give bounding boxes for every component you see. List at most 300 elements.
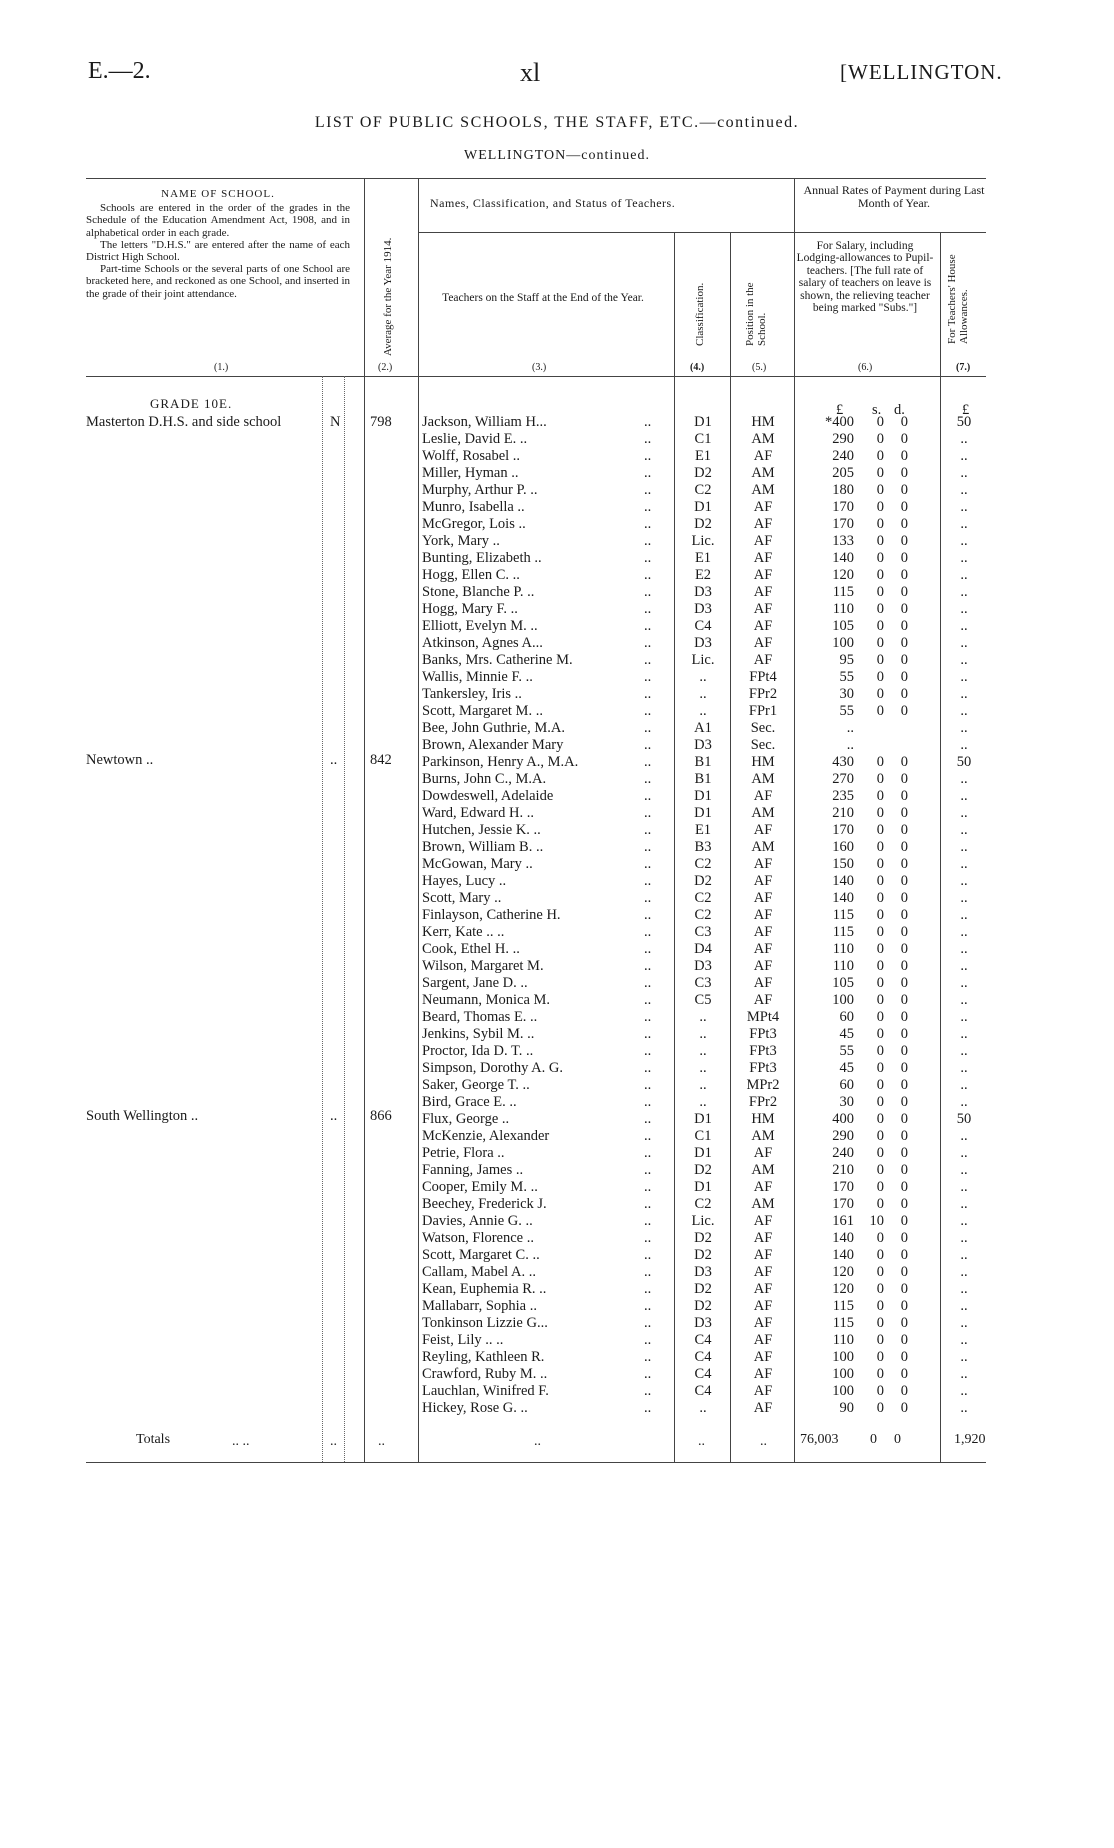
totals-salary-pence: 0 <box>894 1432 901 1447</box>
salary-pounds: 120 <box>832 567 854 583</box>
teacher-name: McKenzie, Alexander <box>422 1128 550 1144</box>
salary-pence: 0 <box>900 1264 908 1280</box>
salary-pence: 0 <box>900 499 908 515</box>
totals-allowance: 1,920 <box>954 1432 986 1447</box>
teacher-name: Hogg, Ellen C. .. <box>422 567 520 583</box>
teacher-position: AF <box>753 448 773 464</box>
teacher-classification: D3 <box>694 1264 712 1280</box>
salary-shillings: 0 <box>876 771 884 787</box>
teacher-name: Parkinson, Henry A., M.A. <box>422 754 579 770</box>
house-allowance: .. <box>960 907 968 923</box>
house-allowance: .. <box>960 618 968 634</box>
salary-shillings: 0 <box>876 550 884 566</box>
teacher-position: AF <box>753 1315 773 1331</box>
salary-shillings: 0 <box>876 1349 884 1365</box>
salary-shillings: 0 <box>876 669 884 685</box>
leader-dots: .. <box>644 1366 652 1382</box>
col1-title: NAME OF SCHOOL. <box>161 188 275 200</box>
salary-pounds: 45 <box>839 1060 854 1076</box>
teacher-position: AF <box>753 1264 773 1280</box>
salary-pounds: 240 <box>832 1145 854 1161</box>
salary-pence: 0 <box>900 533 908 549</box>
teacher-name: York, Mary .. <box>422 533 500 549</box>
salary-pence: 0 <box>900 482 908 498</box>
col1-number: (1.) <box>214 362 229 373</box>
teacher-position: AF <box>753 1400 773 1416</box>
salary-pounds: 100 <box>832 1366 854 1382</box>
salary-shillings: 0 <box>876 975 884 991</box>
teacher-name: Brown, Alexander Mary <box>422 737 564 753</box>
teacher-classification: D2 <box>694 1162 712 1178</box>
salary-pounds: 115 <box>832 584 854 600</box>
house-allowance: .. <box>960 805 968 821</box>
salary-shillings: 0 <box>876 1060 884 1076</box>
salary-pounds: 110 <box>832 958 854 974</box>
leader-dots: .. <box>644 873 652 889</box>
salary-pounds: 161 <box>832 1213 854 1229</box>
salary-shillings: 0 <box>876 958 884 974</box>
salary-pence: 0 <box>900 992 908 1008</box>
leader-dots: .. <box>644 1077 652 1093</box>
salary-pence: 0 <box>900 686 908 702</box>
salary-pence: 0 <box>900 1281 908 1297</box>
teacher-name: Flux, George .. <box>422 1111 510 1127</box>
teacher-position: AF <box>753 788 773 804</box>
house-allowance: .. <box>960 516 968 532</box>
salary-pence: 0 <box>900 788 908 804</box>
leader-dots: .. <box>644 1128 652 1144</box>
school-mark: .. <box>330 1108 338 1124</box>
leader-dots: .. <box>644 822 652 838</box>
teacher-name: Leslie, David E. .. <box>422 431 528 447</box>
unit-pence: d. <box>894 402 905 418</box>
salary-pence: 0 <box>900 1009 908 1025</box>
salary-pounds: 95 <box>839 652 854 668</box>
house-allowance: .. <box>960 584 968 600</box>
teacher-position: AF <box>753 1366 773 1382</box>
teachers-group-heading: Names, Classification, and Status of Teachers. <box>430 196 676 210</box>
page-region: [WELLINGTON. <box>840 60 1003 84</box>
house-allowance: .. <box>960 873 968 889</box>
teacher-classification: D2 <box>694 1281 712 1297</box>
teacher-classification: D2 <box>694 516 712 532</box>
leader-dots: .. <box>644 652 652 668</box>
school-average: 842 <box>370 752 392 768</box>
teacher-name: Hayes, Lucy .. <box>422 873 507 889</box>
salary-pence: 0 <box>900 550 908 566</box>
salary-pence: 0 <box>900 448 908 464</box>
house-allowance: .. <box>960 1145 968 1161</box>
teacher-name: Kean, Euphemia R. .. <box>422 1281 547 1297</box>
leader-dots: .. <box>644 465 652 481</box>
salary-shillings: 0 <box>876 907 884 923</box>
salary-pence: 0 <box>900 805 908 821</box>
salary-shillings: 0 <box>876 1281 884 1297</box>
salary-pence: 0 <box>900 1230 908 1246</box>
col1-note-dhs: The letters "D.H.S." are entered after the name of each District High School. <box>86 238 350 264</box>
teacher-classification: D3 <box>694 584 712 600</box>
teacher-position: AF <box>753 1281 773 1297</box>
salary-pence: 0 <box>900 431 908 447</box>
col4-heading: Classification. <box>694 282 706 346</box>
teacher-name: Watson, Florence .. <box>422 1230 534 1246</box>
teacher-name: Feist, Lily .. .. <box>422 1332 504 1348</box>
salary-pence: 0 <box>900 618 908 634</box>
teacher-classification: .. <box>699 1009 707 1025</box>
salary-pence: 0 <box>900 822 908 838</box>
col7-heading: For Teachers' House Allowances. <box>946 254 970 344</box>
teacher-position: AF <box>753 499 773 515</box>
teacher-position: AF <box>753 924 773 940</box>
salary-pence: 0 <box>900 754 908 770</box>
house-allowance: .. <box>960 839 968 855</box>
house-allowance: .. <box>960 788 968 804</box>
teacher-position: AM <box>751 431 775 447</box>
salary-pounds: 170 <box>832 822 854 838</box>
salary-shillings: 0 <box>876 703 884 719</box>
leader-dots: .. <box>644 482 652 498</box>
house-allowance: .. <box>960 686 968 702</box>
salary-pounds: 110 <box>832 941 854 957</box>
teacher-name: Elliott, Evelyn M. .. <box>422 618 538 634</box>
salary-pounds: 170 <box>832 1196 854 1212</box>
teacher-position: AM <box>751 839 775 855</box>
house-allowance: .. <box>960 1196 968 1212</box>
salary-pounds: 110 <box>832 1332 854 1348</box>
leader-dots: .. <box>644 1332 652 1348</box>
leader-dots: .. <box>644 1196 652 1212</box>
salary-shillings: 0 <box>876 754 884 770</box>
leader-dots: .. <box>644 1060 652 1076</box>
salary-pence: 0 <box>900 1111 908 1127</box>
leader-dots: .. <box>644 1315 652 1331</box>
house-allowance: .. <box>960 771 968 787</box>
leader-dots: .. <box>644 941 652 957</box>
teacher-position: HM <box>751 414 775 430</box>
house-allowance: .. <box>960 652 968 668</box>
col4-number: (4.) <box>690 362 705 373</box>
house-allowance: .. <box>960 499 968 515</box>
salary-pence: 0 <box>900 873 908 889</box>
teacher-name: Jackson, William H... <box>422 414 547 430</box>
teacher-name: Beard, Thomas E. .. <box>422 1009 538 1025</box>
teacher-name: Petrie, Flora .. <box>422 1145 505 1161</box>
page-code: E.—2. <box>88 58 151 84</box>
salary-shillings: 0 <box>876 822 884 838</box>
teacher-position: AF <box>753 1349 773 1365</box>
teacher-classification: C2 <box>694 856 712 872</box>
leader-dots: .. <box>644 686 652 702</box>
teacher-name: Crawford, Ruby M. .. <box>422 1366 548 1382</box>
teacher-position: HM <box>751 1111 775 1127</box>
school-average: 798 <box>370 414 392 430</box>
salary-pounds: 60 <box>839 1077 854 1093</box>
leader-dots: .. <box>644 975 652 991</box>
leader-dots: .. <box>644 1009 652 1025</box>
salary-shillings: 0 <box>876 1196 884 1212</box>
house-allowance: .. <box>960 992 968 1008</box>
leader-dots: .. <box>644 856 652 872</box>
col7-number: (7.) <box>956 362 971 373</box>
teacher-classification: .. <box>699 1094 707 1110</box>
teacher-position: AM <box>751 805 775 821</box>
teacher-position: AF <box>753 958 773 974</box>
teacher-name: Brown, William B. .. <box>422 839 544 855</box>
leader-dots: .. <box>644 1230 652 1246</box>
salary-pounds: 115 <box>832 924 854 940</box>
school-name: South Wellington .. <box>86 1108 199 1124</box>
leader-dots: .. <box>644 958 652 974</box>
salary-shillings: 0 <box>876 686 884 702</box>
teacher-position: FPr1 <box>748 703 778 719</box>
teacher-classification: E1 <box>694 448 712 464</box>
teacher-classification: C4 <box>694 1366 712 1382</box>
leader-dots: .. <box>644 720 652 736</box>
teacher-name: Burns, John C., M.A. <box>422 771 547 787</box>
house-allowance: .. <box>960 431 968 447</box>
salary-pounds: .. <box>846 720 854 736</box>
school-name: Masterton D.H.S. and side school <box>86 414 282 430</box>
salary-pence: 0 <box>900 1332 908 1348</box>
teacher-position: AM <box>751 1128 775 1144</box>
leader-dots: .. <box>644 754 652 770</box>
salary-pounds: 180 <box>832 482 854 498</box>
salary-pounds: 170 <box>832 516 854 532</box>
teacher-classification: D1 <box>694 1111 712 1127</box>
teacher-classification: .. <box>699 1026 707 1042</box>
teacher-position: AF <box>753 856 773 872</box>
teacher-position: AF <box>753 652 773 668</box>
house-allowance: .. <box>960 703 968 719</box>
col6-number: (6.) <box>858 362 873 373</box>
teacher-name: Kerr, Kate .. .. <box>422 924 505 940</box>
teacher-name: Wallis, Minnie F. .. <box>422 669 533 685</box>
salary-shillings: 0 <box>876 890 884 906</box>
leader-dots: .. <box>644 1281 652 1297</box>
teacher-position: AF <box>753 1213 773 1229</box>
teacher-classification: D1 <box>694 1145 712 1161</box>
salary-shillings: 0 <box>876 465 884 481</box>
salary-pounds: 115 <box>832 1315 854 1331</box>
house-allowance: .. <box>960 941 968 957</box>
salary-shillings: 0 <box>876 1145 884 1161</box>
teacher-classification: A1 <box>694 720 712 736</box>
teacher-position: FPr2 <box>748 1094 778 1110</box>
teacher-name: McGregor, Lois .. <box>422 516 526 532</box>
salary-shillings: 10 <box>869 1213 884 1229</box>
teacher-classification: D2 <box>694 1230 712 1246</box>
salary-pounds: 100 <box>832 1349 854 1365</box>
totals-salary-pounds: 76,003 <box>800 1432 839 1447</box>
teacher-name: Saker, George T. .. <box>422 1077 530 1093</box>
salary-pounds: 55 <box>839 1043 854 1059</box>
salary-shillings: 0 <box>876 1128 884 1144</box>
page-subtitle: WELLINGTON—continued. <box>464 148 650 163</box>
salary-pounds: 55 <box>839 669 854 685</box>
salary-pence: 0 <box>900 703 908 719</box>
salary-shillings: 0 <box>876 805 884 821</box>
salary-pounds: 170 <box>832 1179 854 1195</box>
salary-pounds: 235 <box>832 788 854 804</box>
house-allowance: .. <box>960 856 968 872</box>
salary-pounds: 290 <box>832 1128 854 1144</box>
leader-dots: .. <box>644 1094 652 1110</box>
teacher-name: Wolff, Rosabel .. <box>422 448 521 464</box>
teacher-name: Ward, Edward H. .. <box>422 805 534 821</box>
teacher-name: Hutchen, Jessie K. .. <box>422 822 541 838</box>
salary-pounds: 120 <box>832 1264 854 1280</box>
salary-shillings: 0 <box>876 1264 884 1280</box>
leader-dots: .. <box>644 1247 652 1263</box>
teacher-classification: D1 <box>694 805 712 821</box>
salary-pence: 0 <box>900 771 908 787</box>
teacher-position: AF <box>753 1145 773 1161</box>
salary-shillings: 0 <box>876 601 884 617</box>
house-allowance: .. <box>960 975 968 991</box>
house-allowance: .. <box>960 448 968 464</box>
house-allowance: .. <box>960 669 968 685</box>
school-name: Newtown .. <box>86 752 154 768</box>
salary-pence: 0 <box>900 414 908 430</box>
teacher-position: AF <box>753 873 773 889</box>
col2-number: (2.) <box>378 362 393 373</box>
salary-pounds: 105 <box>832 618 854 634</box>
leader-dots: .. <box>644 924 652 940</box>
house-allowance: .. <box>960 1094 968 1110</box>
unit-pounds-allowance: £ <box>962 402 970 418</box>
salary-shillings: 0 <box>876 1094 884 1110</box>
teacher-position: AF <box>753 584 773 600</box>
totals-classification: .. <box>698 1434 705 1449</box>
leader-dots: .. <box>644 771 652 787</box>
page-title: LIST OF PUBLIC SCHOOLS, THE STAFF, ETC.—continued. <box>314 114 800 131</box>
house-allowance: .. <box>960 482 968 498</box>
totals-mark: .. <box>330 1434 337 1449</box>
salary-pounds: 133 <box>832 533 854 549</box>
salary-shillings: 0 <box>876 1298 884 1314</box>
leader-dots: .. <box>644 1145 652 1161</box>
house-allowance: .. <box>960 1366 968 1382</box>
teacher-position: FPt3 <box>749 1043 777 1059</box>
salary-shillings: 0 <box>876 618 884 634</box>
salary-pence: 0 <box>900 635 908 651</box>
salary-shillings: 0 <box>876 414 884 430</box>
teacher-classification: C2 <box>694 907 712 923</box>
salary-pounds: 160 <box>832 839 854 855</box>
salary-pence: 0 <box>900 1043 908 1059</box>
leader-dots: .. <box>644 567 652 583</box>
salary-shillings: 0 <box>876 839 884 855</box>
salary-pence: 0 <box>900 1349 908 1365</box>
leader-dots: .. <box>644 499 652 515</box>
house-allowance: .. <box>960 1298 968 1314</box>
salary-pence: 0 <box>900 924 908 940</box>
leader-dots: .. <box>644 890 652 906</box>
teacher-name: Finlayson, Catherine H. <box>422 907 561 923</box>
col5-heading: Position in the School. <box>744 282 768 346</box>
house-allowance: .. <box>960 1043 968 1059</box>
teacher-name: Callam, Mabel A. .. <box>422 1264 536 1280</box>
leader-dots: .. <box>644 1213 652 1229</box>
salary-shillings: 0 <box>876 567 884 583</box>
teacher-classification: D3 <box>694 737 712 753</box>
salary-pence: 0 <box>900 1060 908 1076</box>
unit-pounds: £ <box>836 402 844 418</box>
house-allowance: .. <box>960 1230 968 1246</box>
page-number: xl <box>520 58 541 87</box>
teacher-classification: Lic. <box>691 1213 715 1229</box>
salary-pounds: 290 <box>832 431 854 447</box>
leader-dots: .. <box>644 737 652 753</box>
teacher-name: Dowdeswell, Adelaide <box>422 788 554 804</box>
teacher-position: HM <box>751 754 775 770</box>
teacher-position: Sec. <box>750 737 776 753</box>
house-allowance: .. <box>960 1332 968 1348</box>
salary-pounds: 105 <box>832 975 854 991</box>
salary-pounds: 240 <box>832 448 854 464</box>
teacher-name: Scott, Margaret C. .. <box>422 1247 540 1263</box>
salary-shillings: 0 <box>876 788 884 804</box>
salary-pence: 0 <box>900 1162 908 1178</box>
house-allowance: .. <box>960 924 968 940</box>
salary-pounds: 430 <box>832 754 854 770</box>
salary-pounds: 140 <box>832 890 854 906</box>
leader-dots: .. <box>644 1179 652 1195</box>
teacher-classification: D1 <box>694 414 712 430</box>
teacher-position: AF <box>753 941 773 957</box>
house-allowance: .. <box>960 1077 968 1093</box>
salary-shillings: 0 <box>876 1026 884 1042</box>
house-allowance: .. <box>960 550 968 566</box>
salary-shillings: 0 <box>876 941 884 957</box>
teacher-position: FPr2 <box>748 686 778 702</box>
teacher-classification: .. <box>699 669 707 685</box>
house-allowance: .. <box>960 1247 968 1263</box>
salary-pounds: .. <box>846 737 854 753</box>
col1-note-parttime: Part-time Schools or the several parts of one School are bracketed here, and reckoned as one School, and inserted in the grade of their joint attendance. <box>86 263 350 300</box>
teacher-position: AF <box>753 907 773 923</box>
teacher-name: Bunting, Elizabeth .. <box>422 550 542 566</box>
salary-shillings: 0 <box>876 1009 884 1025</box>
leader-dots: .. <box>644 1162 652 1178</box>
house-allowance: .. <box>960 1179 968 1195</box>
teacher-position: MPr2 <box>746 1077 780 1093</box>
teacher-classification: C4 <box>694 1349 712 1365</box>
teacher-name: Bird, Grace E. .. <box>422 1094 517 1110</box>
salary-pounds: 120 <box>832 1281 854 1297</box>
salary-pence: 0 <box>900 567 908 583</box>
teacher-position: AF <box>753 516 773 532</box>
house-allowance: 50 <box>956 1111 972 1127</box>
house-allowance: .. <box>960 1162 968 1178</box>
teacher-classification: Lic. <box>691 533 715 549</box>
salary-shillings: 0 <box>876 635 884 651</box>
house-allowance: .. <box>960 737 968 753</box>
teacher-classification: C3 <box>694 924 712 940</box>
teacher-name: Bee, John Guthrie, M.A. <box>422 720 565 736</box>
salary-pence: 0 <box>900 1383 908 1399</box>
totals-dots: .. .. <box>232 1434 250 1449</box>
salary-pounds: 140 <box>832 550 854 566</box>
teacher-position: AF <box>753 822 773 838</box>
salary-shillings: 0 <box>876 499 884 515</box>
teacher-name: Miller, Hyman .. <box>422 465 519 481</box>
teacher-position: AF <box>753 635 773 651</box>
leader-dots: .. <box>644 584 652 600</box>
salary-pence: 0 <box>900 1247 908 1263</box>
salary-pounds: 140 <box>832 1247 854 1263</box>
salary-pounds: 100 <box>832 635 854 651</box>
